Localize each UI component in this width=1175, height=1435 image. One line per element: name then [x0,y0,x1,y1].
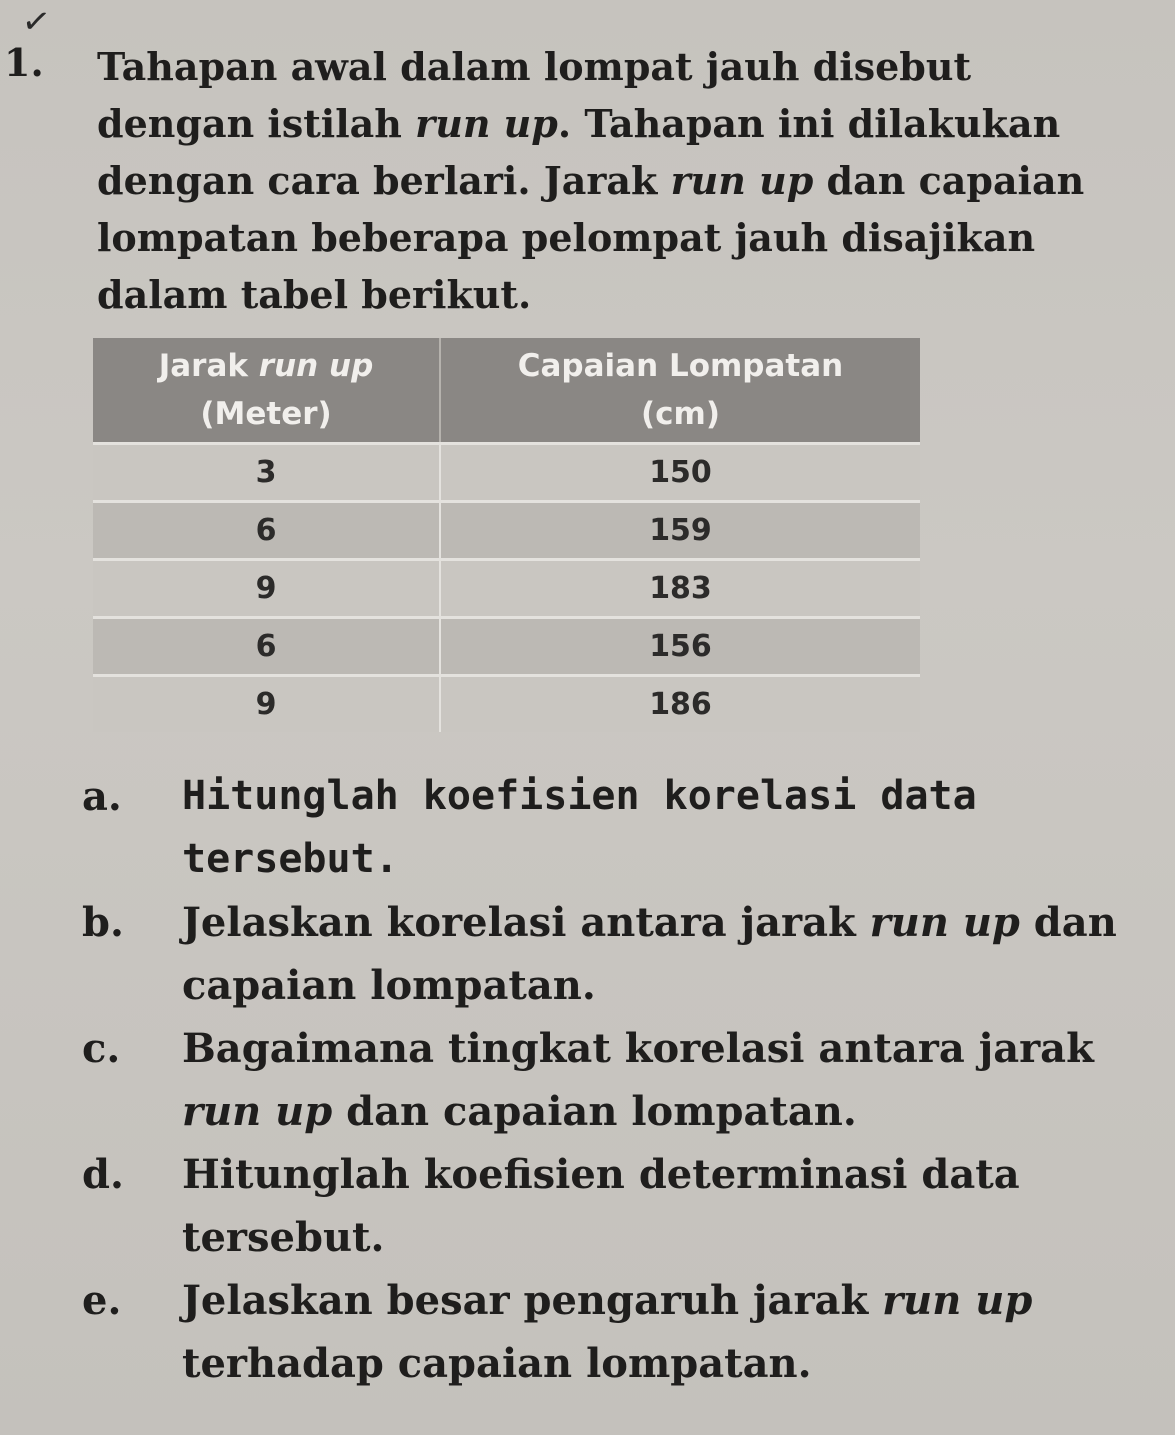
column-header-run-up-distance: Jarak run up (Meter) [93,338,441,442]
table-cell: 6 [93,500,441,558]
table-cell: 183 [441,558,920,616]
subquestion-line: capaian lompatan. [182,962,596,1009]
intro-line: dengan istilah run up. Tahapan ini dilakukan [97,101,1061,146]
subquestion-line: Jelaskan korelasi antara jarak run up dan [182,899,1117,946]
subquestion-line: Hitunglah koefisien korelasi data [182,773,977,819]
table-row [93,674,920,732]
table-cell: 159 [441,500,920,558]
subquestion-b [82,891,1162,1017]
subquestion-line: run up dan capaian lompatan. [182,1088,857,1135]
subquestion-label: b. [82,899,124,946]
intro-line: dalam tabel berikut. [97,272,532,317]
subquestion-line: tersebut. [182,836,399,882]
intro-line: lompatan beberapa pelompat jauh disajikan [97,215,1036,260]
subquestion-line: Hitunglah koefisien determinasi data [182,1151,1020,1198]
table-cell: 186 [441,674,920,732]
table-cell: 150 [441,442,920,500]
subquestion-d [82,1143,1162,1269]
table-cell: 6 [93,616,441,674]
subquestion-line: terhadap capaian lompatan. [182,1340,812,1387]
subquestion-line: tersebut. [182,1214,385,1261]
question-number: 1. [4,40,44,85]
intro-line: dengan cara berlari. Jarak run up dan capaian [97,158,1085,203]
subquestion-line: Bagaimana tingkat korelasi antara jarak [182,1025,1094,1072]
subquestion-label: c. [82,1025,121,1072]
intro-line: Tahapan awal dalam lompat jauh disebut [97,44,972,89]
table-cell: 9 [93,558,441,616]
table-row [93,558,920,616]
subquestion-c [82,1017,1162,1143]
table-row [93,500,920,558]
subquestion-list [82,765,1162,1395]
column-header-jump-result: Capaian Lompatan (cm) [441,338,920,442]
subquestion-label: a. [82,773,122,820]
subquestion-label: e. [82,1277,122,1324]
subquestion-line: Jelaskan besar pengaruh jarak run up [182,1277,1033,1324]
table-row [93,616,920,674]
table-cell: 9 [93,674,441,732]
table-cell: 3 [93,442,441,500]
handwritten-check-mark: ✓ [19,0,54,44]
table-row [93,442,920,500]
question-intro [97,38,1147,323]
table-cell: 156 [441,616,920,674]
subquestion-a [82,765,1162,891]
table-header-row [93,338,920,442]
subquestion-e [82,1269,1162,1395]
data-table [93,338,920,732]
subquestion-label: d. [82,1151,124,1198]
